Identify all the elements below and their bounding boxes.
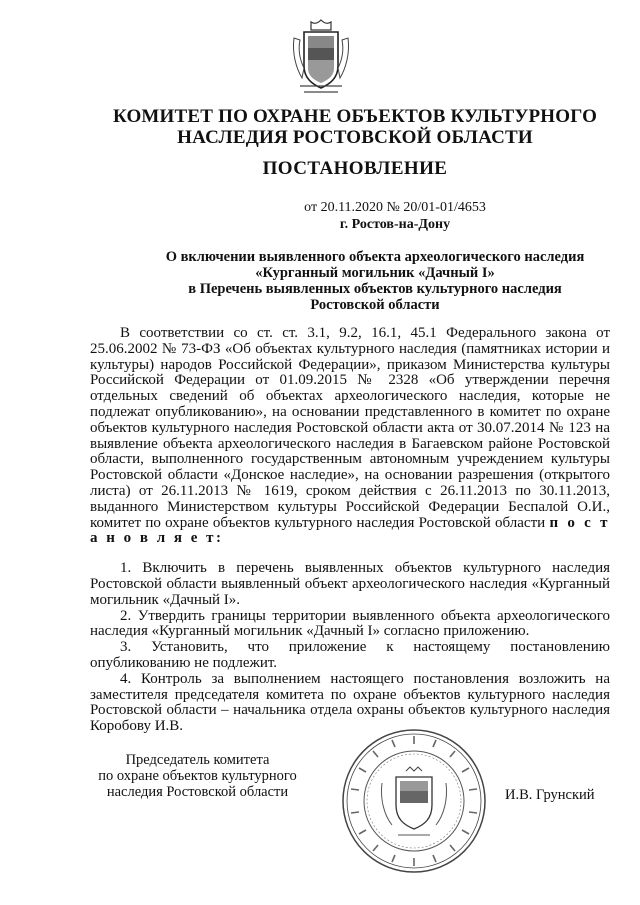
document-body: [90, 326, 610, 735]
signer-position-line-1: Председатель комитета: [125, 752, 270, 768]
resolves-word: п о с т а н о в л я е т:: [90, 514, 610, 547]
item-2: 2. Утвердить границы территории выявленного объекта археологического наследия «Курганный могильник «Дачный I» согласно приложению.: [90, 607, 610, 640]
coat-of-arms-emblem: [290, 18, 352, 98]
signer-position-line-3: наследия Ростовской области: [106, 784, 289, 800]
signer-position: [85, 752, 310, 800]
item-4: 4. Контроль за выполнением настоящего постановления возложить на заместителя председателя комитета по охране объектов культурного наследия Ростовской области – начальника отдела охраны объектов культурного наследия Коробову И.В.: [90, 670, 610, 735]
org-name-line-1: КОМИТЕТ ПО ОХРАНЕ ОБЪЕКТОВ КУЛЬТУРНОГО: [112, 106, 598, 127]
city: г. Ростов-на-Дону: [339, 217, 451, 232]
org-name-line-2: НАСЛЕДИЯ РОСТОВСКОЙ ОБЛАСТИ: [177, 127, 533, 148]
signer-name: И.В. Грунский: [505, 787, 595, 803]
official-seal-stamp: [340, 727, 488, 875]
item-1: 1. Включить в перечень выявленных объектов культурного наследия Ростовской области выявленный объект археологического наследия «Курганный могильник «Дачный I».: [90, 560, 610, 608]
subject-line-1: О включении выявленного объекта археологического наследия: [165, 249, 585, 265]
subject-line-3: в Перечень выявленных объектов культурного наследия: [188, 281, 562, 297]
item-3: 3. Установить, что приложение к настоящему постановлению опубликованию не подлежит.: [90, 639, 610, 671]
subject-line-2: «Курганный могильник «Дачный I»: [255, 265, 495, 281]
preamble-text: В соответствии со ст. ст. 3.1, 9.2, 16.1, 45.1 Федерального закона от 25.06.2002 № 73-ФЗ «Об объектах культурного наследия (памятниках истории и культуры) народов Российской Федерации», приказом Министерства культуры Российской Федерации от 01.09.2015 № 2328 «Об утверждении перечня отдельных сведений об объектах археологического наследия, которые не подлежат опубликованию», на основании представленного в комитет по охране объектов культурного наследия Ростовской области акта от 30.07.2014 № 123 на выявление объекта археологического наследия в Багаевском районе Ростовской области, выполненного государственным автономным учреждением культуры Ростовской области «Донское наследие», на основании разрешения (открытого листа) от 26.11.2013 № 1619, сроком действия с 26.11.2013 по 30.11.2013, выданного Министерством культуры Российской Федерации Беспалой О.И., комитет по охране объектов культурного наследия Ростовской области: [90, 325, 610, 531]
preamble-paragraph: [90, 326, 610, 547]
document-type: ПОСТАНОВЛЕНИЕ: [262, 158, 448, 179]
subject-line-4: Ростовской области: [310, 297, 440, 313]
date-and-number: от 20.11.2020 № 20/01-01/4653: [304, 200, 486, 215]
signer-position-line-2: по охране объектов культурного: [98, 768, 297, 784]
